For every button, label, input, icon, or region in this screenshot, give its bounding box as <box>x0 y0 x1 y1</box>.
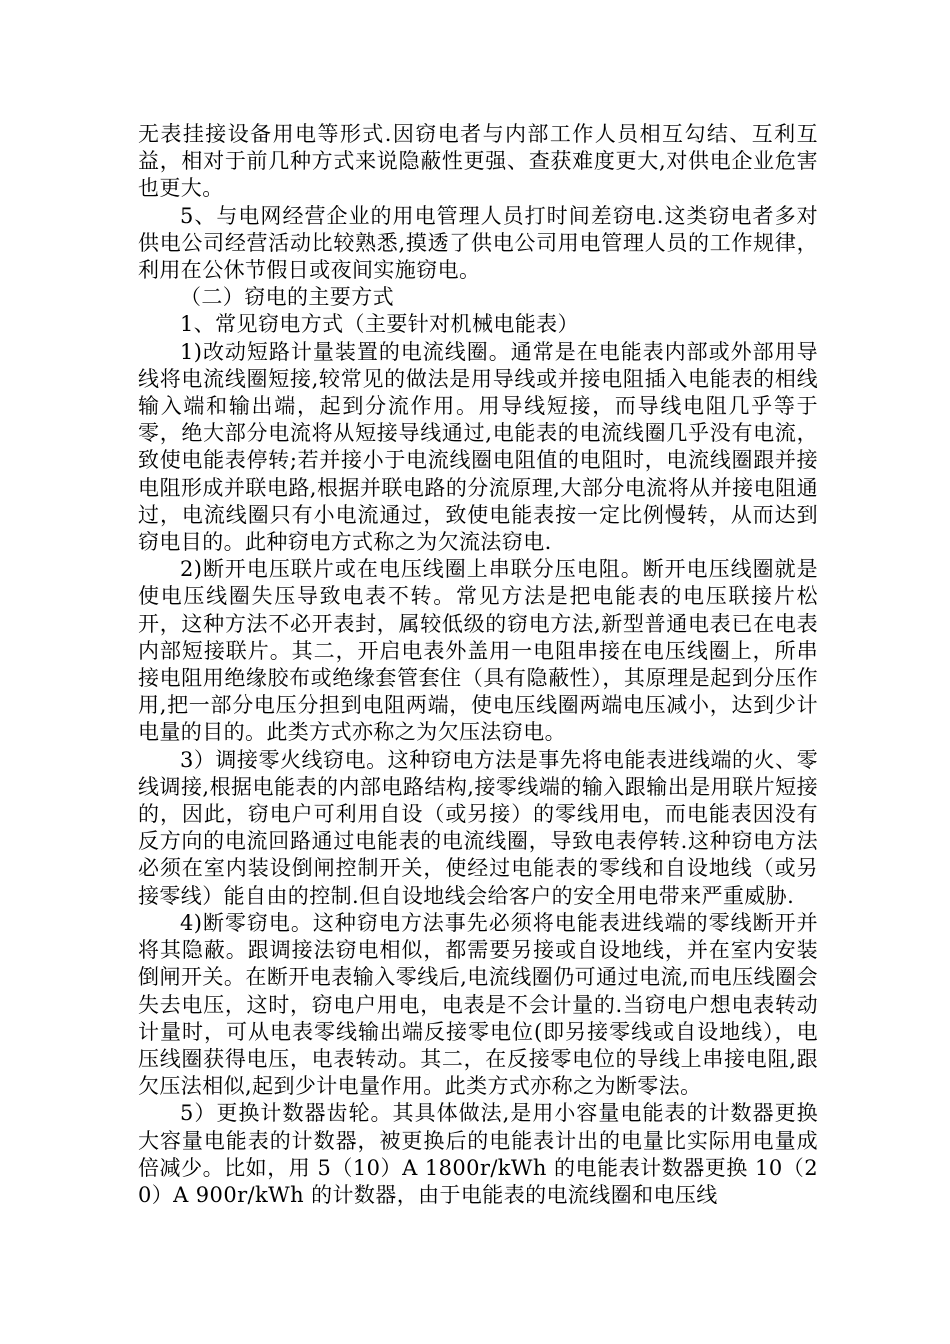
paragraph-method-5: 5）更换计数器齿轮。其具体做法,是用小容量电能表的计数器更换大容量电能表的计数器，被更换后的电能表计出的电量比实际用电量成倍减少。比如，用 5（10）A 1800r/kWh 的电能表计数器更换 10（20）A 900r/kWh 的计数器，由于电能表的电流线圈和电压线 <box>138 1101 818 1207</box>
paragraph-method-1: 1)改动短路计量装置的电流线圈。通常是在电能表内部或外部用导线将电流线圈短接,较常见的做法是用导线或并接电阻插入电能表的相线输入端和输出端，起到分流作用。用导线短接，而导线电阻几乎等于零，绝大部分电流将从短接导线通过,电能表的电流线圈几乎没有电流，致使电能表停转;若并接小于电流线圈电阻值的电阻时，电流线圈跟并接电阻形成并联电路,根据并联电路的分流原理,大部分电流将从并接电阻通过，电流线圈只有小电流通过，致使电能表按一定比例慢转，从而达到窃电目的。此种窃电方式称之为欠流法窃电. <box>138 339 818 555</box>
paragraph-continuation: 无表挂接设备用电等形式.因窃电者与内部工作人员相互勾结、互利互益，相对于前几种方式来说隐蔽性更强、查获难度更大,对供电企业危害也更大。 <box>138 122 818 201</box>
document-body <box>138 121 818 1209</box>
paragraph-method-3: 3）调接零火线窃电。这种窃电方法是事先将电能表进线端的火、零线调接,根据电能表的内部电路结构,接零线端的输入跟输出是用联片短接的，因此，窃电户可利用自设（或另接）的零线用电，而电能表因没有反方向的电流回路通过电能表的电流线圈，导致电表停转.这种窃电方法必须在室内装设倒闸控制开关，使经过电能表的零线和自设地线（或另接零线）能自由的控制.但自设地线会给客户的安全用电带来严重威胁. <box>138 747 818 908</box>
paragraph-item-5: 5、与电网经营企业的用电管理人员打时间差窃电.这类窃电者多对供电公司经营活动比较熟悉,摸透了供电公司用电管理人员的工作规律，利用在公休节假日或夜间实施窃电。 <box>138 203 818 283</box>
section-heading-2: （二）窃电的主要方式 <box>180 285 394 310</box>
paragraph-method-4: 4)断零窃电。这种窃电方法事先必须将电能表进线端的零线断开并将其隐蔽。跟调接法窃电相似，都需要另接或自设地线，并在室内安装倒闸开关。在断开电表输入零线后,电流线圈仍可通过电流,而电压线圈会失去电压，这时，窃电户用电，电表是不会计量的.当窃电户想电表转动计量时，可从电表零线输出端反接零电位(即另接零线或自设地线），电压线圈获得电压，电表转动。其二，在反接零电位的导线上串接电阻,跟欠压法相似,起到少计电量作用。此类方式亦称之为断零法。 <box>138 910 818 1099</box>
paragraph-method-2: 2)断开电压联片或在电压线圈上串联分压电阻。断开电压线圈就是使电压线圈失压导致电表不转。常见方法是把电能表的电压联接片松开，这种方法不必开表封，属较低级的窃电方法,新型普通电表已在电表内部短接联片。其二，开启电表外盖用一电阻串接在电压线圈上，所串接电阻用绝缘胶布或绝缘套管套住（具有隐蔽性），其原理是起到分压作用,把一部分电压分担到电阻两端，使电压线圈两端电压减小，达到少计电量的目的。此类方式亦称之为欠压法窃电。 <box>138 557 818 745</box>
subsection-heading-1: 1、常见窃电方式（主要针对机械电能表） <box>180 312 579 337</box>
